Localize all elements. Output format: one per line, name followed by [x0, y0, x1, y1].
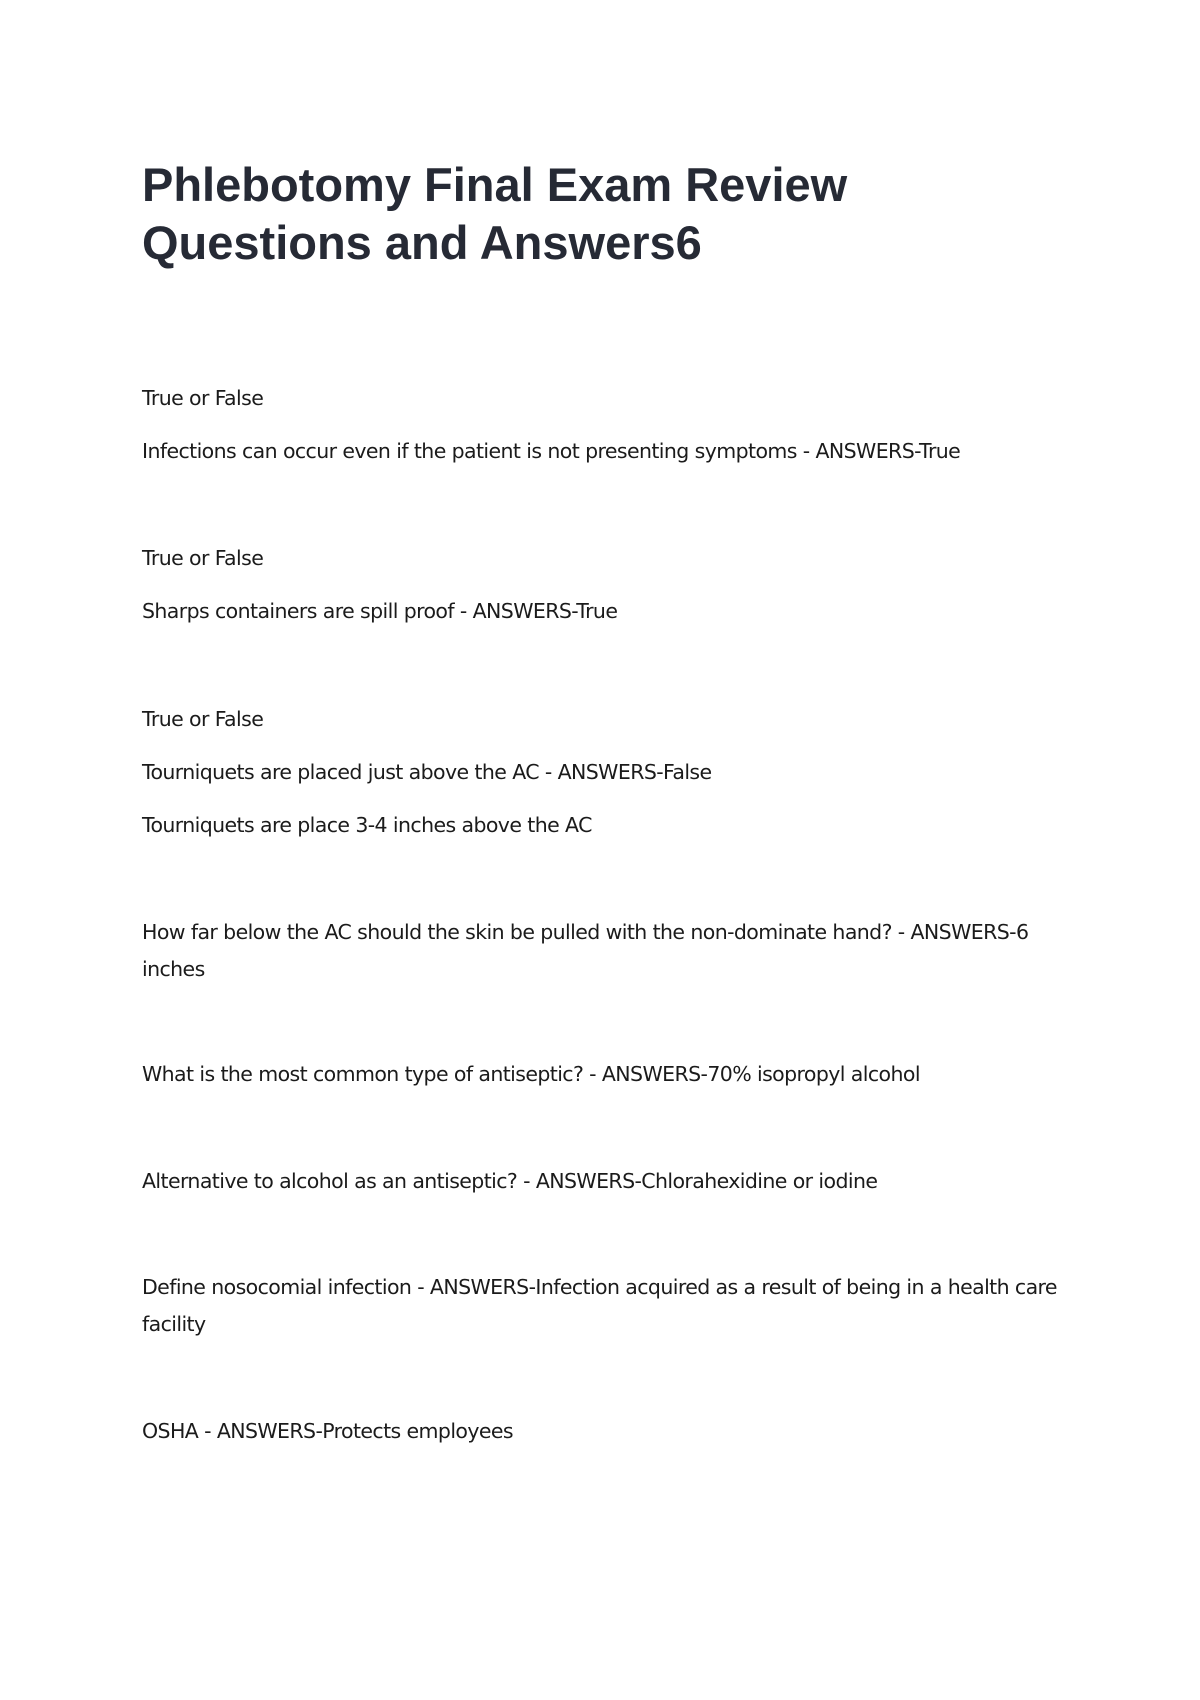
- qa-entry: [142, 540, 1062, 630]
- qa-text: How far below the AC should the skin be pulled with the non-dominate hand? - ANSWERS-6 inches: [142, 920, 1029, 981]
- page-title: [142, 156, 1042, 272]
- qa-text: Tourniquets are placed just above the AC - ANSWERS-False: [142, 760, 712, 784]
- qa-text: Define nosocomial infection - ANSWERS-Infection acquired as a result of being in a health care facility: [142, 1275, 1057, 1336]
- qa-text: Sharps containers are spill proof - ANSWERS-True: [142, 599, 618, 623]
- qa-text: Infections can occur even if the patient is not presenting symptoms - ANSWERS-True: [142, 439, 961, 463]
- question-type: True or False: [142, 707, 264, 731]
- qa-entry: [142, 1269, 1062, 1343]
- qa-entry: [142, 701, 1062, 844]
- qa-entry: [142, 1056, 1062, 1093]
- qa-text: OSHA - ANSWERS-Protects employees: [142, 1419, 514, 1443]
- question-type: True or False: [142, 546, 264, 570]
- qa-text: What is the most common type of antiseptic? - ANSWERS-70% isopropyl alcohol: [142, 1062, 920, 1086]
- qa-entry: [142, 914, 1062, 988]
- qa-explanation: Tourniquets are place 3-4 inches above the AC: [142, 813, 592, 837]
- title-line-2: Questions and Answers6: [142, 216, 702, 269]
- qa-entry: [142, 1413, 1062, 1450]
- qa-entry: [142, 380, 1062, 470]
- qa-entry: [142, 1163, 1062, 1200]
- title-line-1: Phlebotomy Final Exam Review: [142, 158, 848, 211]
- question-type: True or False: [142, 386, 264, 410]
- qa-text: Alternative to alcohol as an antiseptic? - ANSWERS-Chlorahexidine or iodine: [142, 1169, 878, 1193]
